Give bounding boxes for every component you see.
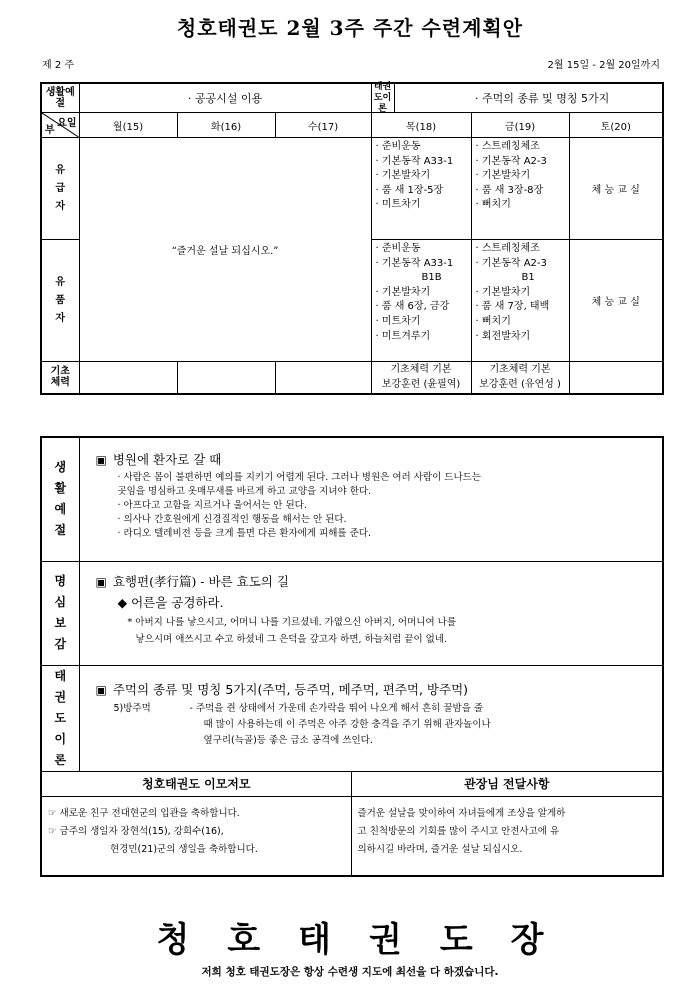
- dan-thu-item: · 미트차기: [375, 315, 421, 327]
- day-mon: 월(15): [79, 113, 177, 138]
- kyu-thu-item: · 기본동작 A33-1: [375, 155, 454, 167]
- basic-thu-line: 보강훈련 (윤필역): [381, 379, 461, 391]
- dan-thu-item: B1B: [421, 272, 442, 284]
- dan-fri-item: B1: [521, 272, 535, 284]
- news-line: ☞ 새로운 친구 전대현군의 입관을 축하합니다.: [48, 807, 240, 819]
- theory-section: [79, 665, 663, 771]
- group-dan: [41, 240, 79, 362]
- etiquette-line: · 의사나 간호원에게 신경질적인 행동을 해서는 안 된다.: [117, 514, 347, 525]
- life-etiquette-value: · 공공시설 이용: [79, 83, 371, 113]
- etiquette-side: [41, 437, 79, 561]
- theory-line: 때 많이 사용하는데 이 주먹은 아주 강한 충격을 주기 위해 관자놀이나: [203, 718, 491, 730]
- corner-group-label: 부: [45, 125, 55, 136]
- dan-sat-plan: 체 능 교 실: [569, 240, 663, 362]
- myeongsim-side-label: 명심보감: [54, 574, 67, 651]
- message-line: 의하시길 바라며, 즐거운 설날 되십시오.: [357, 843, 523, 855]
- dan-fri-plan: [471, 240, 569, 362]
- theory-side-label: 태권도이론: [54, 668, 67, 767]
- dan-thu-plan: [371, 240, 471, 362]
- dan-thu-item: · 미트겨루기: [375, 330, 431, 342]
- kyu-thu-item: · 기본발차기: [375, 170, 431, 182]
- news-title: 청호태권도 이모저모: [41, 771, 351, 796]
- theory-item-label: 5)방주먹: [113, 702, 151, 714]
- tkd-theory-label: 태권도이론: [372, 84, 395, 112]
- day-wed: 수(17): [275, 113, 371, 138]
- corner-day-label: 요일: [57, 118, 77, 129]
- kyu-thu-item: · 준비운동: [375, 141, 421, 152]
- group-kyu: [41, 138, 79, 240]
- dan-fri-item: · 뻐치기: [475, 315, 511, 327]
- kyu-sat-plan: 체 능 교 실: [569, 138, 663, 240]
- theory-line: 옆구리(늑골)등 좋은 급소 공격에 쓰인다.: [203, 734, 373, 746]
- kyu-fri-item: · 스트레칭체조: [475, 141, 540, 152]
- etiquette-line: · 라디오 텔레비전 등을 크게 틀면 다른 환자에게 피해를 준다.: [117, 528, 371, 539]
- kyu-fri-item: · 품 새 3장-8장: [475, 184, 544, 196]
- group-kyu-label: 유급자: [55, 164, 66, 212]
- day-thu: 목(18): [371, 113, 471, 138]
- etiquette-line: · 아프다고 고함을 지르거나 울어서는 안 된다.: [117, 500, 307, 511]
- dojang-slogan: 저희 청호 태권도장은 항상 수련생 지도에 최선을 다 하겠습니다.: [201, 966, 499, 978]
- basic-fri-line: 기초체력 기본: [489, 364, 551, 376]
- kyu-fri-plan: [471, 138, 569, 240]
- message-line: 즐거운 설날을 맞이하여 자녀들에게 조상을 알게하: [357, 807, 566, 819]
- group-basic-label: 기초체력: [50, 366, 70, 389]
- basic-thu-plan: [371, 362, 471, 394]
- schedule-table: [40, 82, 664, 395]
- week-label: 제 2 주: [42, 60, 75, 71]
- etiquette-section: [79, 437, 663, 561]
- dan-thu-item: · 기본발차기: [375, 286, 431, 298]
- myeongsim-side: [41, 561, 79, 665]
- lesson-content-table: [40, 436, 664, 877]
- news-line: ☞ 금주의 생일자 장현석(15), 강희수(16),: [48, 825, 224, 837]
- tkd-theory-value: · 주먹의 종류 및 명칭 5가지: [471, 83, 663, 113]
- dan-thu-item: · 품 새 6장, 금강: [375, 301, 450, 313]
- dan-fri-item: · 기본발차기: [475, 286, 531, 298]
- day-tue: 화(16): [177, 113, 275, 138]
- page-title: 청호태권도 2월 3주 주간 수련계획안: [176, 16, 524, 40]
- dojang-name: 청호태권도장: [156, 920, 582, 960]
- dan-fri-item: · 품 새 7장, 태백: [475, 301, 550, 313]
- theory-side: [41, 665, 79, 771]
- date-range: 2월 15일 - 2월 20일까지: [547, 60, 660, 71]
- message-body: [351, 796, 663, 876]
- square-bullet-icon: ▣: [95, 682, 107, 697]
- message-line: 고 친척방문의 기회를 많이 주시고 안전사고에 유: [357, 825, 560, 837]
- kyu-fri-item: · 기본동작 A2-3: [475, 155, 547, 167]
- kyu-fri-item: · 뻐치기: [475, 199, 511, 211]
- etiquette-side-label: 생활예절: [54, 460, 67, 538]
- theory-heading: 주먹의 종류 및 명칭 5가지(주먹, 등주먹, 메주먹, 편주먹, 방주먹): [112, 681, 469, 697]
- kyu-thu-plan: [371, 138, 471, 240]
- kyu-fri-item: · 기본발차기: [475, 170, 531, 182]
- myeongsim-line: 낳으시며 애쓰시고 수고 하셨네 그 은덕을 갚고자 하면, 하늘처럼 끝이 없네.: [135, 633, 448, 645]
- kyu-thu-item: · 미트차기: [375, 199, 421, 211]
- dan-fri-item: · 회전발차기: [475, 330, 531, 342]
- myeongsim-section: [79, 561, 663, 665]
- myeongsim-line: * 아버지 나를 낳으시고, 어머니 나를 기르셨네. 가엾으신 아버지, 어머니여 나를: [127, 616, 456, 628]
- day-fri: 금(19): [471, 113, 569, 138]
- kyu-thu-item: · 품 새 1장-5장: [375, 184, 444, 196]
- basic-fri-plan: [471, 362, 569, 394]
- dan-thu-item: · 기본동작 A33-1: [375, 257, 454, 269]
- news-line: 현경민(21)군의 생일을 축하합니다.: [110, 843, 258, 855]
- day-sat: 토(20): [569, 113, 663, 138]
- square-bullet-icon: ▣: [95, 453, 107, 467]
- group-dan-label: 유품자: [55, 276, 66, 324]
- message-title: 관장님 전달사항: [351, 771, 663, 796]
- etiquette-line: 곳임을 명심하고 옷매무새를 바르게 하고 교양을 지녀야 한다.: [117, 486, 372, 497]
- basic-thu-line: 기초체력 기본: [390, 364, 452, 376]
- etiquette-line: · 사람은 몸이 불편하면 예의를 지키기 어렵게 된다. 그러나 병원은 여러 사람이 드나드는: [117, 472, 481, 483]
- dan-fri-item: · 기본동작 A2-3: [475, 257, 547, 269]
- square-bullet-icon: ▣: [95, 574, 107, 589]
- header-corner: [41, 113, 79, 138]
- dan-thu-item: · 준비운동: [375, 243, 421, 254]
- dan-fri-item: · 스트레칭체조: [475, 243, 540, 254]
- holiday-greeting: “즐거운 설날 되십시오.”: [79, 138, 371, 362]
- group-basic: [41, 362, 79, 394]
- theory-line: - 주먹을 쥔 상태에서 가운데 손가락을 뛰어 나오게 해서 흔히 꿀밤을 줄: [189, 702, 484, 714]
- news-body: [41, 796, 351, 876]
- basic-fri-line: 보강훈련 (유연성 ): [479, 379, 561, 391]
- myeongsim-subheading: ◆ 어른을 공경하라.: [117, 594, 224, 610]
- etiquette-heading: 병원에 환자로 갈 때: [112, 452, 222, 467]
- myeongsim-heading: 효행편(孝行篇) - 바른 효도의 길: [112, 573, 289, 589]
- life-etiquette-label: 생활예절: [41, 83, 79, 113]
